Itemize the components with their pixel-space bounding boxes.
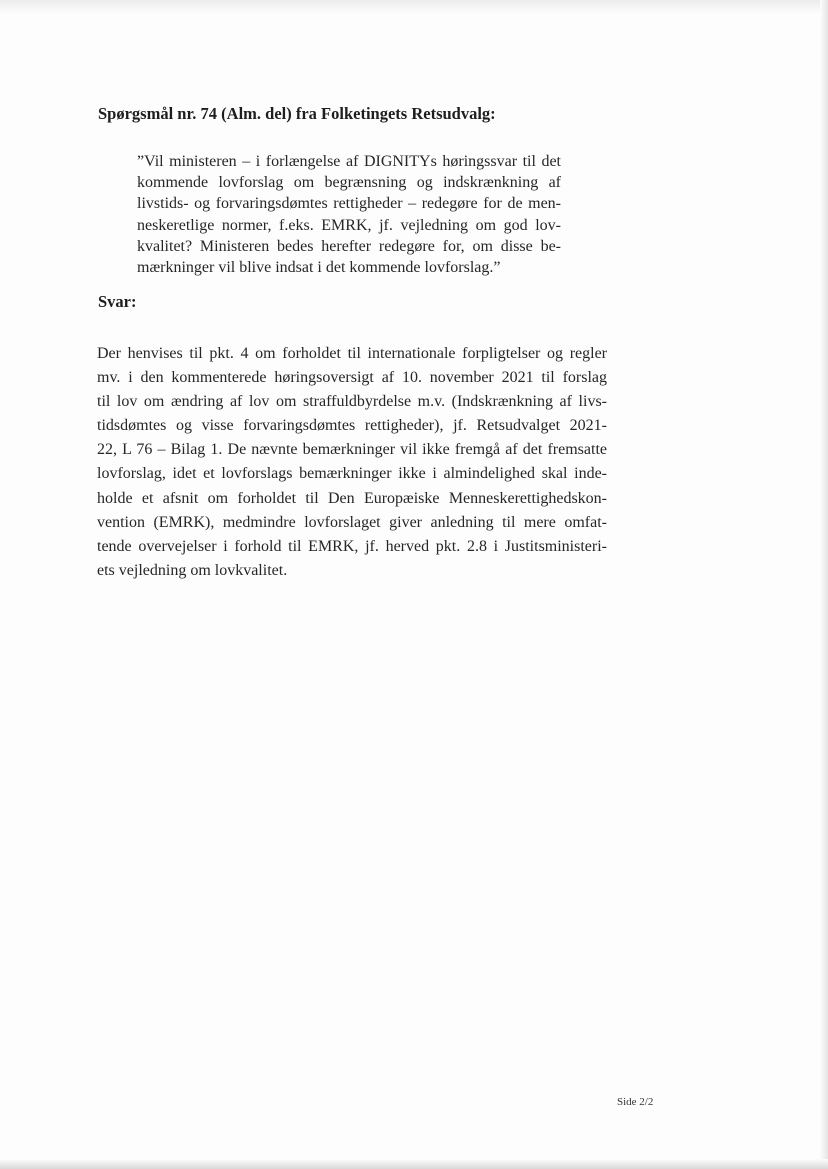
answer-line: ets vejledning om lovkvalitet. bbox=[97, 561, 288, 579]
answer-line: tende overvejelser i forhold til EMRK, jf. herved pkt. 2.8 i Justitsministeri- bbox=[97, 537, 607, 555]
answer-label: Svar: bbox=[98, 292, 137, 311]
answer-line: mv. i den kommenterede høringsoversigt af 10. november 2021 til forslag bbox=[97, 369, 607, 387]
question-line: kvalitet? Ministeren bedes herefter redegøre for, om disse be- bbox=[137, 237, 561, 255]
question-line: neskeretlige normer, f.eks. EMRK, jf. vejledning om god lov- bbox=[137, 216, 561, 234]
question-line: ”Vil ministeren – i forlængelse af DIGNITYs høringssvar til det bbox=[137, 153, 561, 170]
question-heading: Spørgsmål nr. 74 (Alm. del) fra Folketingets Retsudvalg: bbox=[98, 104, 496, 123]
scan-edge-top bbox=[0, 0, 828, 14]
question-quote bbox=[137, 151, 561, 278]
answer-line: holde et afsnit om forholdet til Den Europæiske Menneskerettighedskon- bbox=[97, 489, 607, 507]
answer-line: tidsdømtes og visse forvaringsdømtes rettigheder), jf. Retsudvalget 2021- bbox=[97, 417, 607, 435]
answer-line: Der henvises til pkt. 4 om forholdet til internationale forpligtelser og regler bbox=[97, 345, 607, 362]
answer-paragraph bbox=[97, 342, 607, 583]
scan-edge-right bbox=[820, 0, 828, 1169]
answer-line: 22, L 76 – Bilag 1. De nævnte bemærkninger vil ikke fremgå af det fremsatte bbox=[97, 441, 607, 459]
question-line: mærkninger vil blive indsat i det kommende lovforslag.” bbox=[137, 259, 501, 277]
scan-edge-bottom bbox=[0, 1159, 828, 1169]
answer-line: vention (EMRK), medmindre lovforslaget giver anledning til mere omfat- bbox=[97, 513, 607, 531]
question-line: livstids- og forvaringsdømtes rettigheder – redegøre for de men- bbox=[137, 195, 561, 213]
question-line: kommende lovforslag om begrænsning og indskrænkning af bbox=[137, 174, 561, 192]
page-number: Side 2/2 bbox=[617, 1096, 654, 1108]
answer-line: lovforslag, idet et lovforslags bemærkninger ikke i almindelighed skal inde- bbox=[97, 465, 607, 483]
answer-line: til lov om ændring af lov om straffuldbyrdelse m.v. (Indskrænkning af livs- bbox=[97, 393, 607, 411]
